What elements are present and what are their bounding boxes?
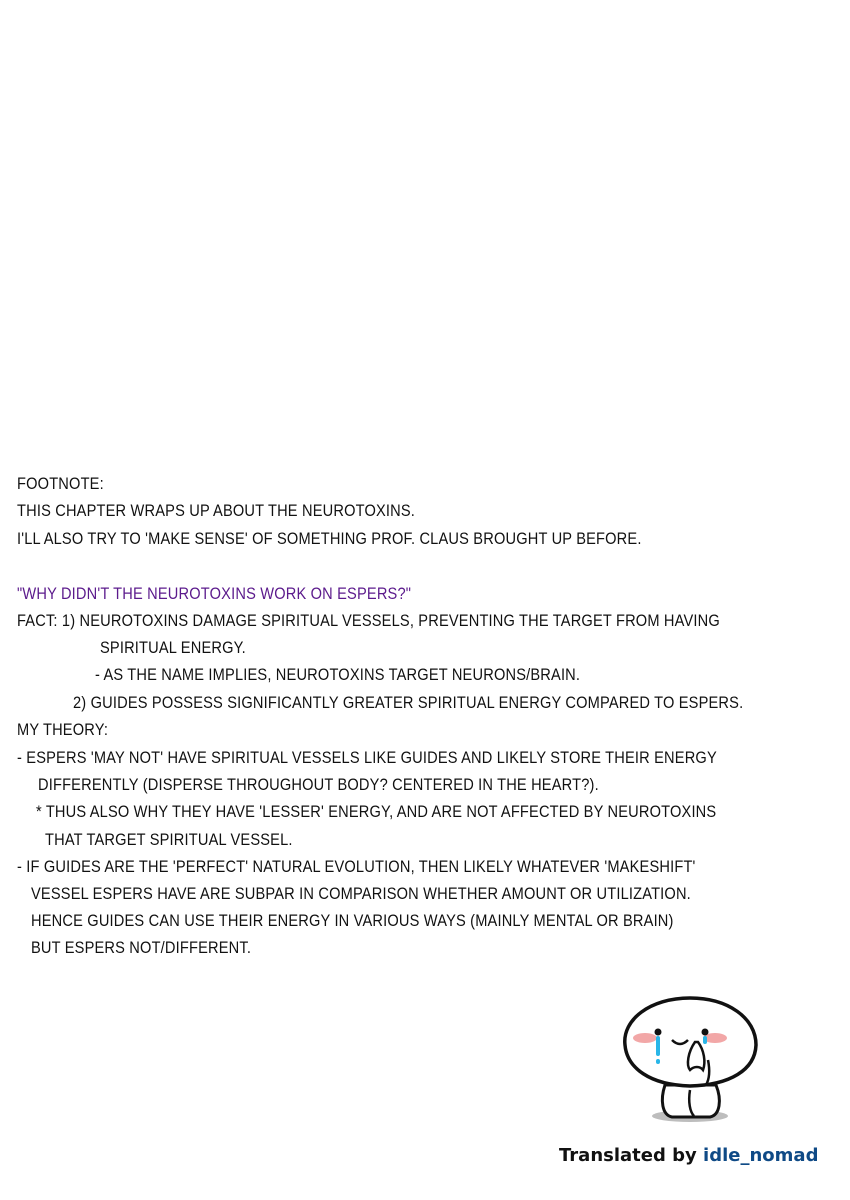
intro-line: THIS CHAPTER WRAPS UP ABOUT THE NEUROTOXINS. xyxy=(17,501,416,520)
crying-character-sticker-icon xyxy=(610,990,770,1130)
fact-line: 2) GUIDES POSSESS SIGNIFICANTLY GREATER SPIRITUAL ENERGY COMPARED TO ESPERS. xyxy=(73,693,744,712)
theory-line: BUT ESPERS NOT/DIFFERENT. xyxy=(31,938,252,957)
question-line: "WHY DIDN'T THE NEUROTOXINS WORK ON ESPERS?" xyxy=(17,584,412,603)
theory-line: VESSEL ESPERS HAVE ARE SUBPAR IN COMPARISON WHETHER AMOUNT OR UTILIZATION. xyxy=(31,884,691,903)
fact-line: SPIRITUAL ENERGY. xyxy=(100,638,246,657)
intro-line: I'LL ALSO TRY TO 'MAKE SENSE' OF SOMETHING PROF. CLAUS BROUGHT UP BEFORE. xyxy=(17,529,642,548)
theory-line: DIFFERENTLY (DISPERSE THROUGHOUT BODY? CENTERED IN THE HEART?). xyxy=(38,775,599,794)
footnote-heading: FOOTNOTE: xyxy=(17,474,104,493)
credit-prefix: Translated by xyxy=(559,1145,697,1166)
theory-line: HENCE GUIDES CAN USE THEIR ENERGY IN VARIOUS WAYS (MAINLY MENTAL OR BRAIN) xyxy=(31,911,674,930)
theory-line: - ESPERS 'MAY NOT' HAVE SPIRITUAL VESSELS LIKE GUIDES AND LIKELY STORE THEIR ENERGY xyxy=(17,748,717,767)
fact-line: - AS THE NAME IMPLIES, NEUROTOXINS TARGET NEURONS/BRAIN. xyxy=(95,665,581,684)
theory-line: - IF GUIDES ARE THE 'PERFECT' NATURAL EVOLUTION, THEN LIKELY WHATEVER 'MAKESHIFT' xyxy=(17,857,696,876)
theory-heading: MY THEORY: xyxy=(17,720,109,739)
fact-line: FACT: 1) NEUROTOXINS DAMAGE SPIRITUAL VESSELS, PREVENTING THE TARGET FROM HAVING xyxy=(17,611,720,630)
theory-line: * THUS ALSO WHY THEY HAVE 'LESSER' ENERGY, AND ARE NOT AFFECTED BY NEUROTOXINS xyxy=(36,802,717,821)
translator-name: idle_nomad xyxy=(703,1145,819,1166)
translator-credit xyxy=(559,1145,818,1166)
theory-line: THAT TARGET SPIRITUAL VESSEL. xyxy=(45,830,293,849)
